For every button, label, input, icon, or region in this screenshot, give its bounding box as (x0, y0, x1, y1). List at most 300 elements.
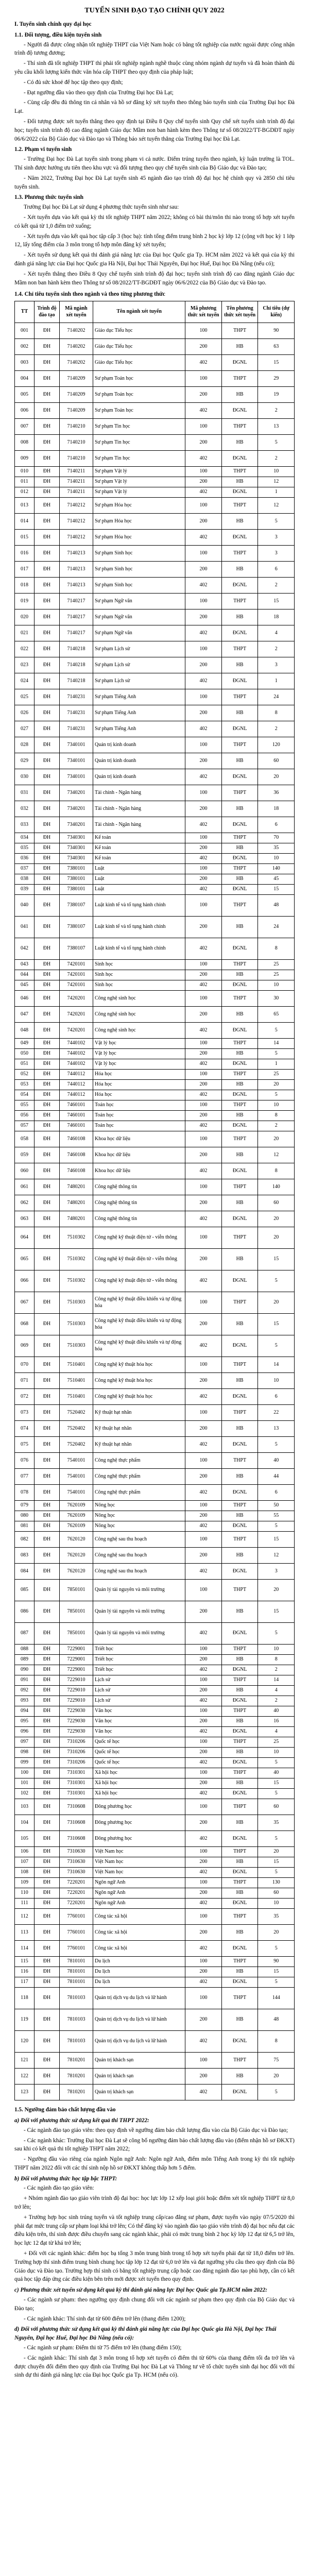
row-number-cell: 008 (15, 435, 35, 451)
method-name-cell: THPT (221, 1737, 258, 1748)
major-code-cell: 7310630 (59, 1868, 93, 1878)
method-code-cell: 200 (185, 1601, 222, 1623)
major-code-cell: 7140217 (59, 609, 93, 625)
major-code-cell: 7810103 (59, 2009, 93, 2031)
method-code-cell: 200 (185, 917, 222, 938)
method-code-cell: 100 (185, 1179, 222, 1195)
major-name-cell: Văn học (93, 1706, 185, 1717)
quota-cell: 60 (258, 1799, 295, 1815)
method-name-cell: THPT (221, 1706, 258, 1717)
quota-cell: 5 (258, 1023, 295, 1039)
method-name-cell: HB (221, 1778, 258, 1789)
major-name-cell: Sư phạm Ngữ văn (93, 625, 185, 641)
major-code-cell: 7140213 (59, 562, 93, 578)
major-name-cell: Sư phạm Sinh học (93, 578, 185, 594)
major-name-cell: Công nghệ sau thu hoạch (93, 1532, 185, 1548)
degree-level-cell: ĐH (35, 1941, 60, 1957)
method-name-cell: HB (221, 1925, 258, 1941)
table-row (15, 1815, 295, 1831)
method-code-cell: 100 (185, 1580, 222, 1601)
major-name-cell: Giáo dục Tiểu học (93, 339, 185, 355)
method-code-cell: 402 (185, 1090, 222, 1100)
method-name-cell: ĐGNL (221, 817, 258, 833)
major-name-cell: Khoa học dữ liệu (93, 1163, 185, 1179)
method-code-cell: 100 (185, 833, 222, 843)
degree-level-cell: ĐH (35, 1737, 60, 1748)
degree-level-cell: ĐH (35, 1789, 60, 1799)
major-name-cell: Ngôn ngữ Anh (93, 1899, 185, 1909)
method-name-cell: ĐGNL (221, 1941, 258, 1957)
table-row (15, 487, 295, 498)
row-number-cell: 056 (15, 1111, 35, 1121)
table-row (15, 917, 295, 938)
major-code-cell: 7460108 (59, 1131, 93, 1147)
major-code-cell: 7540101 (59, 1469, 93, 1485)
quota-cell: 8 (258, 705, 295, 721)
method-code-cell: 100 (185, 1799, 222, 1815)
quota-cell: 144 (258, 1988, 295, 2009)
row-number-cell: 027 (15, 721, 35, 737)
major-name-cell: Công nghệ kỹ thuật điều khiển và tự động hóa (93, 1335, 185, 1357)
method-code-cell: 100 (185, 895, 222, 917)
subsection-body (14, 155, 295, 191)
method-name-cell: THPT (221, 1847, 258, 1857)
major-code-cell: 7620120 (59, 1564, 93, 1580)
major-code-cell: 7380101 (59, 885, 93, 895)
major-code-cell: 7310630 (59, 1847, 93, 1857)
quota-cell: 15 (258, 1857, 295, 1868)
degree-level-cell: ĐH (35, 1778, 60, 1789)
method-name-cell: HB (221, 753, 258, 769)
table-row (15, 355, 295, 371)
row-number-cell: 032 (15, 801, 35, 817)
major-name-cell: Quản trị kinh doanh (93, 737, 185, 753)
major-name-cell: Sư phạm Sinh học (93, 562, 185, 578)
degree-level-cell: ĐH (35, 1655, 60, 1665)
major-code-cell: 7220201 (59, 1888, 93, 1899)
quota-cell: 8 (258, 1163, 295, 1179)
degree-level-cell: ĐH (35, 477, 60, 487)
major-name-cell: Công tác xã hội (93, 1941, 185, 1957)
major-name-cell: Kế toán (93, 854, 185, 864)
quota-cell: 3 (258, 657, 295, 673)
quota-cell: 10 (258, 854, 295, 864)
method-name-cell: HB (221, 1511, 258, 1521)
row-number-cell: 074 (15, 1421, 35, 1437)
method-code-cell: 402 (185, 451, 222, 467)
method-name-cell: ĐGNL (221, 673, 258, 689)
method-name-cell: ĐGNL (221, 625, 258, 641)
method-name-cell: THPT (221, 1405, 258, 1421)
major-name-cell: Xã hội học (93, 1789, 185, 1799)
degree-level-cell: ĐH (35, 1888, 60, 1899)
method-name-cell: ĐGNL (221, 1437, 258, 1453)
row-number-cell: 065 (15, 1249, 35, 1270)
quota-cell: 5 (258, 1521, 295, 1532)
major-code-cell: 7229001 (59, 1665, 93, 1675)
criteria-a-title: a) Đối với phương thức sử dụng kết quả thi THPT 2022: (14, 2117, 149, 2124)
table-row (15, 705, 295, 721)
major-code-cell: 7340101 (59, 769, 93, 785)
degree-level-cell: ĐH (35, 657, 60, 673)
major-code-cell: 7140218 (59, 641, 93, 657)
table-row (15, 785, 295, 801)
criteria-c-body (14, 2296, 295, 2323)
table-row (15, 530, 295, 546)
method-code-cell: 100 (185, 1131, 222, 1147)
method-name-cell: ĐGNL (221, 938, 258, 960)
major-name-cell: Văn học (93, 1727, 185, 1737)
method-code-cell: 200 (185, 1080, 222, 1090)
row-number-cell: 078 (15, 1485, 35, 1501)
major-code-cell: 7810201 (59, 2069, 93, 2084)
row-number-cell: 019 (15, 594, 35, 609)
major-code-cell: 7420201 (59, 1023, 93, 1039)
method-code-cell: 200 (185, 843, 222, 854)
method-name-cell: ĐGNL (221, 451, 258, 467)
method-code-cell: 402 (185, 854, 222, 864)
table-row (15, 1090, 295, 1100)
major-name-cell: Công nghệ thực phẩm (93, 1453, 185, 1469)
major-code-cell: 7310301 (59, 1768, 93, 1778)
method-name-cell: THPT (221, 1501, 258, 1511)
major-code-cell: 7140212 (59, 514, 93, 530)
method-code-cell: 200 (185, 1111, 222, 1121)
method-name-cell: HB (221, 1686, 258, 1696)
quota-cell: 8 (258, 2031, 295, 2053)
major-code-cell: 7310608 (59, 1831, 93, 1847)
major-name-cell: Sư phạm Hóa học (93, 514, 185, 530)
quota-cell: 5 (258, 1090, 295, 1100)
major-code-cell: 7229010 (59, 1696, 93, 1706)
major-code-cell: 7620120 (59, 1548, 93, 1564)
row-number-cell: 038 (15, 874, 35, 885)
method-name-cell: HB (221, 705, 258, 721)
quota-cell: 35 (258, 1815, 295, 1831)
table-row (15, 1357, 295, 1373)
major-name-cell: Sư phạm Lịch sử (93, 641, 185, 657)
method-code-cell: 200 (185, 657, 222, 673)
method-name-cell: HB (221, 1007, 258, 1023)
degree-level-cell: ĐH (35, 843, 60, 854)
method-name-cell: HB (221, 609, 258, 625)
degree-level-cell: ĐH (35, 1007, 60, 1023)
table-row (15, 895, 295, 917)
method-code-cell: 200 (185, 1967, 222, 1977)
paragraph: Trường Đại học Đà Lạt sử dụng 4 phương thức tuyển sinh như sau: (24, 204, 179, 211)
method-name-cell: ĐGNL (221, 1696, 258, 1706)
quota-cell: 30 (258, 991, 295, 1007)
row-number-cell: 054 (15, 1090, 35, 1100)
quota-cell: 60 (258, 753, 295, 769)
row-number-cell: 089 (15, 1655, 35, 1665)
major-code-cell: 7310206 (59, 1758, 93, 1768)
method-code-cell: 100 (185, 737, 222, 753)
major-code-cell: 7620109 (59, 1511, 93, 1521)
table-row (15, 1389, 295, 1405)
table-row (15, 1485, 295, 1501)
method-name-cell: HB (221, 1857, 258, 1868)
method-name-cell: THPT (221, 1878, 258, 1888)
method-code-cell: 200 (185, 477, 222, 487)
major-code-cell: 7340201 (59, 817, 93, 833)
table-row (15, 1335, 295, 1357)
major-name-cell: Sư phạm Lịch sử (93, 673, 185, 689)
method-name-cell: ĐGNL (221, 1211, 258, 1227)
degree-level-cell: ĐH (35, 938, 60, 960)
table-row (15, 1049, 295, 1059)
major-code-cell: 7140210 (59, 451, 93, 467)
row-number-cell: 037 (15, 864, 35, 874)
degree-level-cell: ĐH (35, 801, 60, 817)
row-number-cell: 084 (15, 1564, 35, 1580)
table-row (15, 1249, 295, 1270)
row-number-cell: 026 (15, 705, 35, 721)
table-row (15, 1857, 295, 1868)
major-code-cell: 7540101 (59, 1453, 93, 1469)
major-name-cell: Tài chính - Ngân hàng (93, 785, 185, 801)
table-row (15, 864, 295, 874)
method-name-cell: ĐGNL (221, 980, 258, 991)
degree-level-cell: ĐH (35, 1532, 60, 1548)
method-name-cell: HB (221, 1249, 258, 1270)
quota-cell: 5 (258, 1941, 295, 1957)
major-name-cell: Sư phạm Tin học (93, 419, 185, 435)
row-number-cell: 041 (15, 917, 35, 938)
method-code-cell: 100 (185, 1768, 222, 1778)
degree-level-cell: ĐH (35, 1292, 60, 1314)
quota-cell: 20 (258, 1292, 295, 1314)
degree-level-cell: ĐH (35, 1831, 60, 1847)
method-name-cell: THPT (221, 991, 258, 1007)
row-number-cell: 086 (15, 1601, 35, 1623)
quota-cell: 12 (258, 477, 295, 487)
major-code-cell: 7140212 (59, 498, 93, 514)
method-code-cell: 100 (185, 960, 222, 970)
method-name-cell: ĐGNL (221, 355, 258, 371)
method-name-cell: THPT (221, 1799, 258, 1815)
table-row (15, 1227, 295, 1249)
degree-level-cell: ĐH (35, 1147, 60, 1163)
degree-level-cell: ĐH (35, 1857, 60, 1868)
row-number-cell: 081 (15, 1521, 35, 1532)
degree-level-cell: ĐH (35, 546, 60, 562)
major-name-cell: Nông học (93, 1521, 185, 1532)
method-code-cell: 200 (185, 1888, 222, 1899)
method-name-cell: ĐGNL (221, 1831, 258, 1847)
row-number-cell: 080 (15, 1511, 35, 1521)
table-row (15, 1899, 295, 1909)
method-code-cell: 402 (185, 1623, 222, 1645)
major-name-cell: Văn học (93, 1717, 185, 1727)
table-row (15, 1521, 295, 1532)
method-code-cell: 402 (185, 1977, 222, 1988)
row-number-cell: 100 (15, 1768, 35, 1778)
row-number-cell: 016 (15, 546, 35, 562)
method-name-cell: HB (221, 1421, 258, 1437)
major-name-cell: Quản trị kinh doanh (93, 769, 185, 785)
method-name-cell: HB (221, 1469, 258, 1485)
major-code-cell: 7850101 (59, 1623, 93, 1645)
table-row (15, 1121, 295, 1131)
quota-cell: 24 (258, 917, 295, 938)
major-name-cell: Quản trị kinh doanh (93, 753, 185, 769)
method-name-cell: THPT (221, 467, 258, 477)
paragraph: - Các ngành khác: Thí sinh đạt từ 600 điểm trở lên (thang điểm 1200); (24, 2315, 186, 2322)
major-code-cell: 7380107 (59, 895, 93, 917)
table-row (15, 980, 295, 991)
table-row (15, 477, 295, 487)
paragraph: - Người đã được công nhận tốt nghiệp THPT của Việt Nam hoặc có bằng tốt nghiệp của nước ngoài được công nhận trình độ tương đương; (14, 41, 295, 57)
major-name-cell: Quản trị dịch vụ du lịch và lữ hành (93, 1988, 185, 2009)
major-name-cell: Công nghệ sinh học (93, 1023, 185, 1039)
major-name-cell: Sư phạm Vật lý (93, 477, 185, 487)
major-code-cell: 7140209 (59, 403, 93, 419)
quota-cell: 40 (258, 1768, 295, 1778)
degree-level-cell: ĐH (35, 530, 60, 546)
row-number-cell: 111 (15, 1899, 35, 1909)
quota-cell: 15 (258, 1778, 295, 1789)
method-name-cell: ĐGNL (221, 1977, 258, 1988)
table-row (15, 885, 295, 895)
quota-cell: 14 (258, 1675, 295, 1686)
major-name-cell: Nông học (93, 1511, 185, 1521)
major-name-cell: Việt Nam học (93, 1857, 185, 1868)
degree-level-cell: ĐH (35, 1815, 60, 1831)
quota-cell: 15 (258, 1601, 295, 1623)
table-row (15, 1270, 295, 1292)
major-name-cell: Công nghệ thông tin (93, 1211, 185, 1227)
quota-cell: 2 (258, 1121, 295, 1131)
major-name-cell: Luật kinh tế và tố tụng hành chính (93, 917, 185, 938)
quota-cell: 5 (258, 1270, 295, 1292)
row-number-cell: 103 (15, 1799, 35, 1815)
method-code-cell: 402 (185, 1211, 222, 1227)
quota-cell: 10 (258, 980, 295, 991)
major-name-cell: Giáo dục Tiểu học (93, 323, 185, 339)
method-code-cell: 402 (185, 938, 222, 960)
row-number-cell: 005 (15, 387, 35, 403)
method-code-cell: 100 (185, 1957, 222, 1967)
quota-cell: 20 (258, 1847, 295, 1857)
degree-level-cell: ĐH (35, 323, 60, 339)
major-name-cell: Lịch sử (93, 1696, 185, 1706)
table-row (15, 451, 295, 467)
quota-cell: 8 (258, 1111, 295, 1121)
quota-cell: 10 (258, 1899, 295, 1909)
degree-level-cell: ĐH (35, 689, 60, 705)
quota-cell: 16 (258, 1717, 295, 1727)
method-code-cell: 100 (185, 641, 222, 657)
table-row (15, 498, 295, 514)
row-number-cell: 085 (15, 1580, 35, 1601)
paragraph: - Các ngành đào tạo giáo viên: theo quy định về ngưỡng đảm bảo chất lượng đầu vào của Bộ Giáo dục và Đào tạo; (24, 2127, 288, 2133)
major-name-cell: Kỹ thuật hạt nhân (93, 1421, 185, 1437)
major-name-cell: Nông học (93, 1501, 185, 1511)
table-row (15, 1925, 295, 1941)
table-row (15, 1717, 295, 1727)
major-name-cell: Luật kinh tế và tố tụng hành chính (93, 895, 185, 917)
degree-level-cell: ĐH (35, 1548, 60, 1564)
major-name-cell: Ngôn ngữ Anh (93, 1878, 185, 1888)
row-number-cell: 113 (15, 1925, 35, 1941)
row-number-cell: 097 (15, 1737, 35, 1748)
major-name-cell: Công nghệ kỹ thuật điều khiển và tự động hóa (93, 1314, 185, 1335)
degree-level-cell: ĐH (35, 1437, 60, 1453)
method-name-cell: ĐGNL (221, 1163, 258, 1179)
major-name-cell: Sư phạm Tin học (93, 451, 185, 467)
major-name-cell: Quản lý tài nguyên và môi trường (93, 1580, 185, 1601)
row-number-cell: 116 (15, 1967, 35, 1977)
row-number-cell: 071 (15, 1373, 35, 1389)
method-code-cell: 402 (185, 1899, 222, 1909)
row-number-cell: 107 (15, 1857, 35, 1868)
table-row (15, 1131, 295, 1147)
degree-level-cell: ĐH (35, 2009, 60, 2031)
table-row (15, 721, 295, 737)
major-code-cell: 7480201 (59, 1195, 93, 1211)
table-row (15, 833, 295, 843)
method-code-cell: 200 (185, 609, 222, 625)
method-name-cell: ĐGNL (221, 1789, 258, 1799)
table-row (15, 1758, 295, 1768)
table-row (15, 1007, 295, 1023)
table-row (15, 1645, 295, 1655)
quota-cell: 25 (258, 1737, 295, 1748)
quota-cell: 15 (258, 1314, 295, 1335)
method-name-cell: THPT (221, 2053, 258, 2069)
major-code-cell: 7460101 (59, 1100, 93, 1111)
table-row (15, 801, 295, 817)
major-code-cell: 7340201 (59, 801, 93, 817)
major-code-cell: 7520402 (59, 1437, 93, 1453)
quota-cell: 4 (258, 1727, 295, 1737)
table-row (15, 641, 295, 657)
paragraph: - Thí sinh đã tốt nghiệp THPT thì phải tốt nghiệp ngành nghề thuộc cùng nhóm ngành dự tuyển và đã hoàn thành đủ yêu cầu khối lượng kiến thức văn hóa cấp THPT theo quy định của pháp luật; (14, 60, 295, 75)
method-name-cell: ĐGNL (221, 769, 258, 785)
method-code-cell: 402 (185, 1564, 222, 1580)
major-name-cell: Toán học (93, 1111, 185, 1121)
quota-cell: 12 (258, 1147, 295, 1163)
method-code-cell: 100 (185, 371, 222, 387)
row-number-cell: 013 (15, 498, 35, 514)
method-code-cell: 200 (185, 1655, 222, 1665)
degree-level-cell: ĐH (35, 1601, 60, 1623)
method-code-cell: 200 (185, 387, 222, 403)
method-code-cell: 402 (185, 355, 222, 371)
row-number-cell: 024 (15, 673, 35, 689)
row-number-cell: 064 (15, 1227, 35, 1249)
major-code-cell: 7510401 (59, 1357, 93, 1373)
method-name-cell: ĐGNL (221, 2084, 258, 2100)
table-row (15, 1314, 295, 1335)
major-code-cell: 7440112 (59, 1070, 93, 1080)
major-name-cell: Sư phạm Toán học (93, 403, 185, 419)
table-row (15, 1768, 295, 1778)
quota-cell: 60 (258, 1888, 295, 1899)
method-code-cell: 402 (185, 817, 222, 833)
degree-level-cell: ĐH (35, 705, 60, 721)
row-number-cell: 020 (15, 609, 35, 625)
paragraph: - Đối tượng được xét tuyển thẳng theo quy định tại Điều 8 Quy chế tuyển sinh Quy chế xét tuyển sinh trình độ đại học; tuyển sinh trình độ cao đẳng ngành Giáo dục Mầm non ban hành kèm theo Thông tư số 08/2022/TT-BGDĐT ngày 06/6/2022 của Bộ Giáo dục và Đào tạo và Thông báo xét tuyển thẳng của Trường Đại học Đà Lạt. (14, 118, 295, 142)
major-code-cell: 7140213 (59, 546, 93, 562)
method-name-cell: THPT (221, 323, 258, 339)
method-name-cell: THPT (221, 785, 258, 801)
quota-cell: 130 (258, 1878, 295, 1888)
row-number-cell: 115 (15, 1957, 35, 1967)
degree-level-cell: ĐH (35, 1768, 60, 1778)
degree-level-cell: ĐH (35, 1511, 60, 1521)
